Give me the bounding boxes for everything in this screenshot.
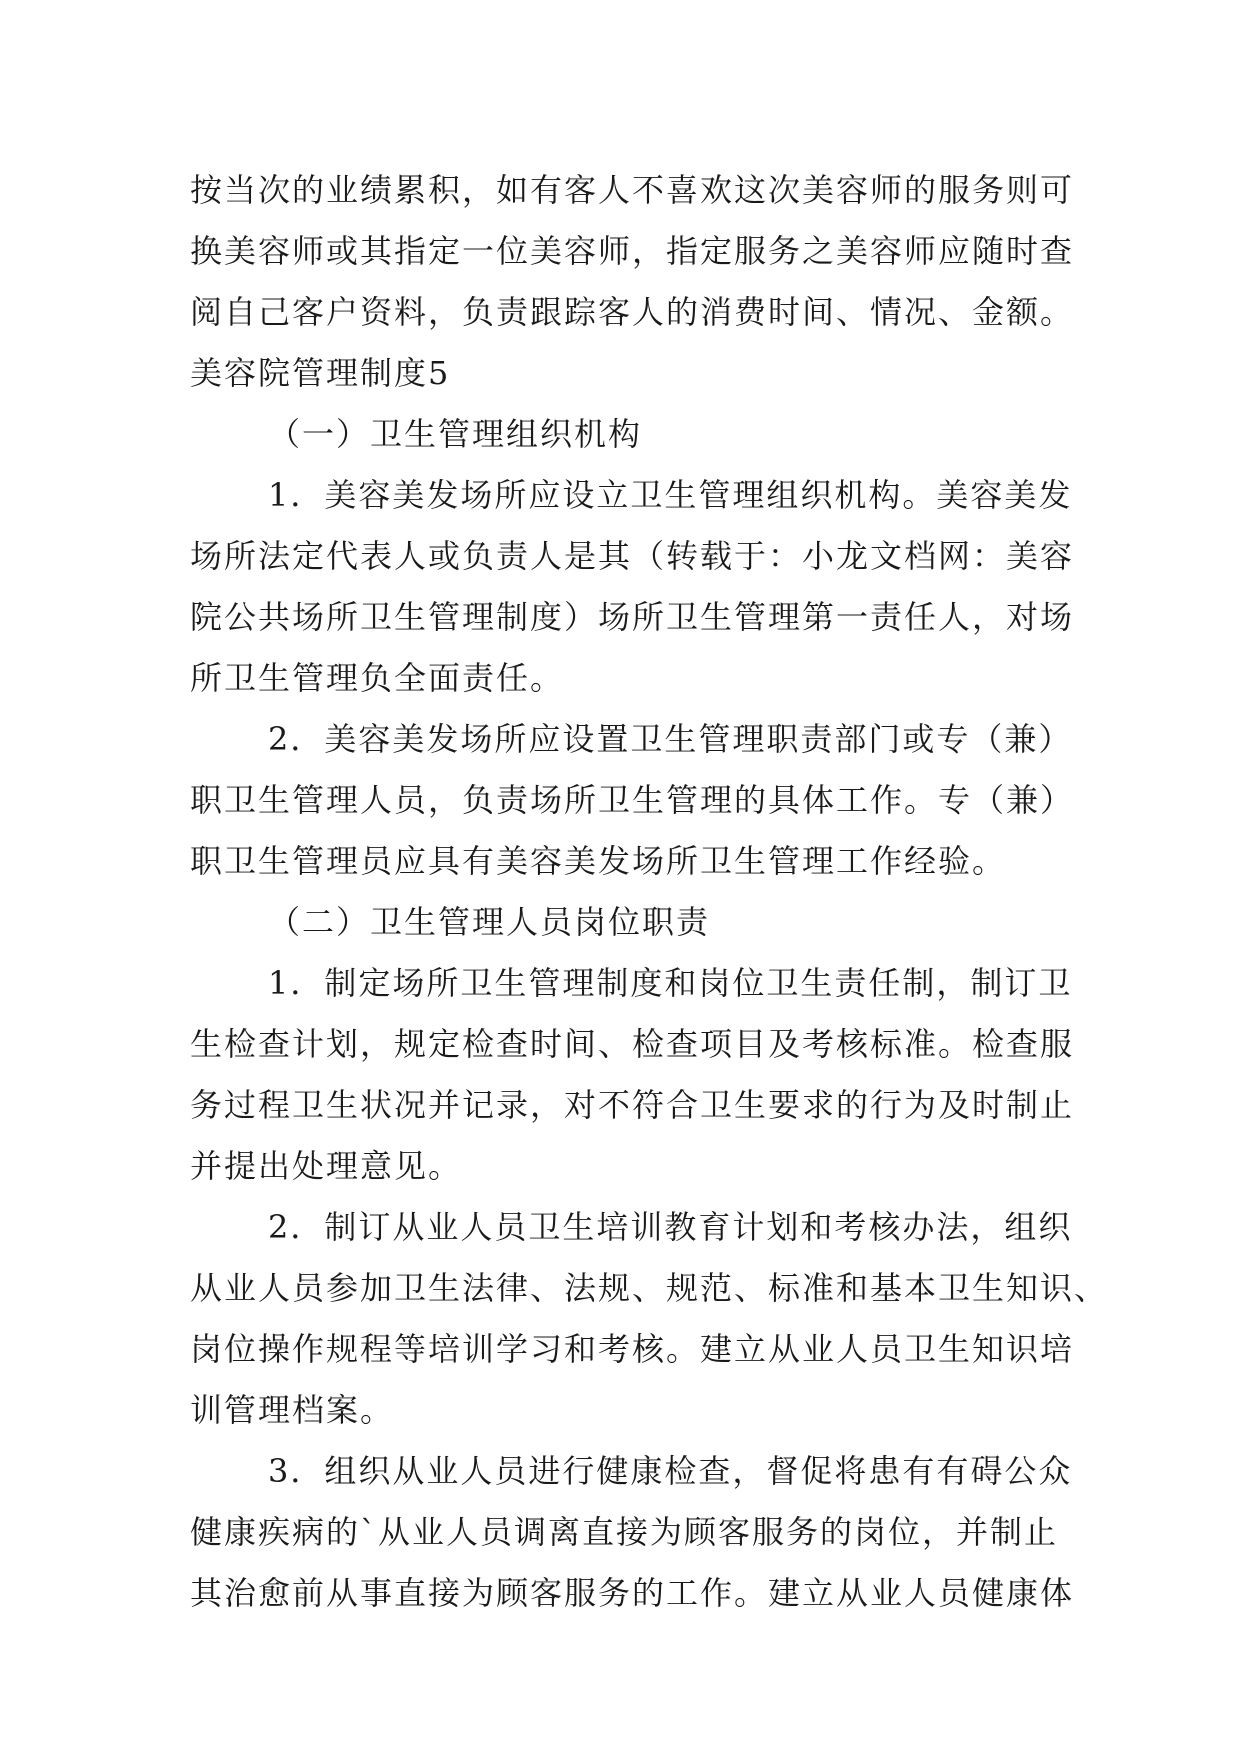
text-line: 职卫生管理员应具有美容美发场所卫生管理工作经验。: [190, 842, 1007, 880]
subsection-heading: （二）卫生管理人员岗位职责: [268, 903, 711, 941]
text-line: 1．美容美发场所应设立卫生管理组织机构。美容美发: [268, 476, 1073, 514]
text-line: 训管理档案。: [190, 1391, 395, 1429]
text-line: 2．制订从业人员卫生培训教育计划和考核办法，组织: [268, 1208, 1073, 1246]
text-line: 其治愈前从事直接为顾客服务的工作。建立从业人员健康体: [190, 1574, 1075, 1612]
section-title: 美容院管理制度5: [190, 354, 451, 392]
text-line: 阅自己客户资料，负责跟踪客人的消费时间、情况、金额。: [190, 293, 1075, 331]
text-line: 1．制定场所卫生管理制度和岗位卫生责任制，制订卫: [268, 964, 1073, 1002]
text-line: 健康疾病的`从业人员调离直接为顾客服务的岗位，并制止: [190, 1513, 1059, 1551]
text-line: 所卫生管理负全面责任。: [190, 659, 565, 697]
text-line: 2．美容美发场所应设置卫生管理职责部门或专（兼）: [268, 720, 1073, 758]
document-body: [190, 160, 1109, 1624]
text-line: 岗位操作规程等培训学习和考核。建立从业人员卫生知识培: [190, 1330, 1075, 1368]
subsection-heading: （一）卫生管理组织机构: [268, 415, 643, 453]
text-line: 换美容师或其指定一位美容师，指定服务之美容师应随时查: [190, 232, 1075, 270]
text-line: 并提出处理意见。: [190, 1147, 463, 1185]
text-line: 场所法定代表人或负责人是其（转载于：小龙文档网：美容: [190, 537, 1075, 575]
text-line: 从业人员参加卫生法律、法规、规范、标准和基本卫生知识、: [190, 1269, 1109, 1307]
text-line: 职卫生管理人员，负责场所卫生管理的具体工作。专（兼）: [190, 781, 1075, 819]
text-line: 院公共场所卫生管理制度）场所卫生管理第一责任人，对场: [190, 598, 1075, 636]
text-line: 3．组织从业人员进行健康检查，督促将患有有碍公众: [268, 1452, 1073, 1490]
text-line: 按当次的业绩累积，如有客人不喜欢这次美容师的服务则可: [190, 171, 1075, 209]
text-line: 生检查计划，规定检查时间、检查项目及考核标准。检查服: [190, 1025, 1075, 1063]
text-line: 务过程卫生状况并记录，对不符合卫生要求的行为及时制止: [190, 1086, 1075, 1124]
